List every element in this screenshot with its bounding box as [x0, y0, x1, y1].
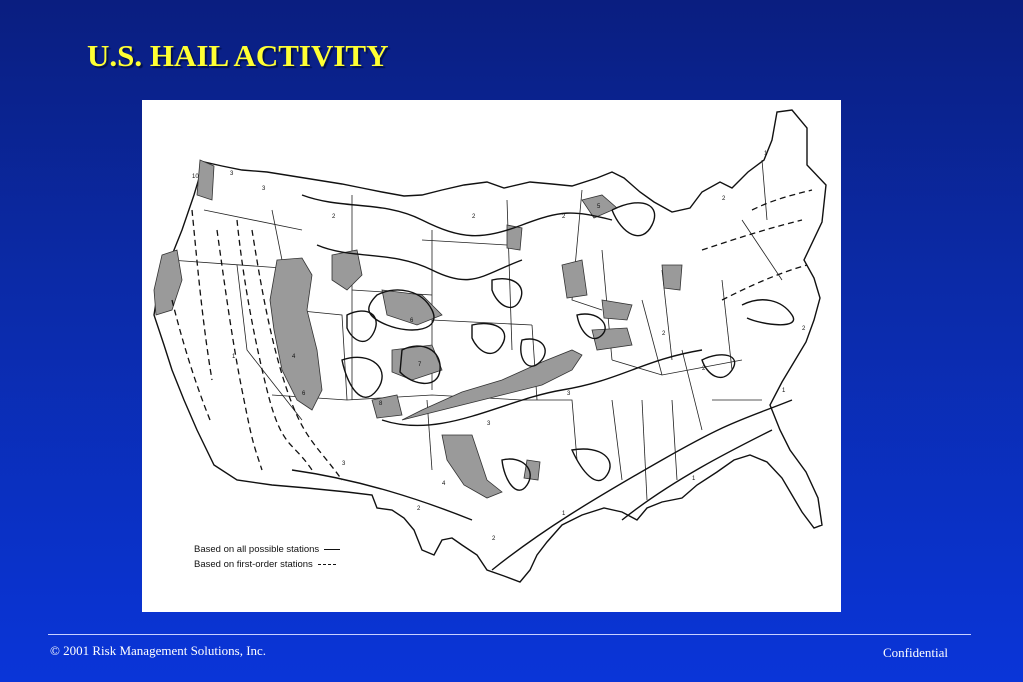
svg-text:3: 3 [262, 186, 266, 192]
us-map-drawing [142, 100, 841, 612]
svg-text:2: 2 [802, 326, 806, 332]
svg-text:1: 1 [782, 388, 786, 394]
svg-text:2: 2 [332, 214, 336, 220]
svg-text:3: 3 [342, 461, 346, 467]
svg-text:2: 2 [492, 536, 496, 542]
svg-text:2: 2 [722, 196, 726, 202]
footer-divider [48, 634, 971, 635]
svg-text:2: 2 [562, 214, 566, 220]
svg-text:8: 8 [379, 401, 383, 407]
svg-text:1: 1 [764, 151, 768, 157]
svg-text:3: 3 [230, 171, 234, 177]
svg-text:5: 5 [597, 204, 601, 210]
solid-line-swatch [324, 549, 340, 550]
svg-text:7: 7 [418, 362, 422, 368]
map-legend [194, 542, 340, 572]
svg-text:4: 4 [292, 354, 296, 360]
svg-text:1: 1 [692, 476, 696, 482]
legend-first-order-label: Based on first-order stations [194, 559, 313, 570]
svg-text:1: 1 [562, 511, 566, 517]
legend-all-stations-label: Based on all possible stations [194, 544, 320, 555]
slide-title: U.S. HAIL ACTIVITY [87, 38, 389, 73]
svg-text:6: 6 [410, 318, 414, 324]
footer-confidential: Confidential [883, 645, 948, 660]
us-outline [154, 110, 826, 582]
svg-text:3: 3 [487, 421, 491, 427]
svg-text:3: 3 [567, 391, 571, 397]
svg-text:2: 2 [702, 366, 706, 372]
shaded-hail-zones [154, 160, 682, 498]
hail-map [142, 100, 841, 612]
svg-text:1: 1 [232, 354, 236, 360]
dashed-line-swatch [318, 564, 336, 565]
legend-first-order [194, 557, 340, 572]
svg-text:4: 4 [442, 481, 446, 487]
footer-copyright: © 2001 Risk Management Solutions, Inc. [50, 643, 267, 658]
svg-text:2: 2 [417, 506, 421, 512]
legend-all-stations [194, 542, 340, 557]
svg-text:2: 2 [472, 214, 476, 220]
svg-text:6: 6 [302, 391, 306, 397]
svg-text:10: 10 [192, 174, 199, 180]
svg-text:2: 2 [662, 331, 666, 337]
